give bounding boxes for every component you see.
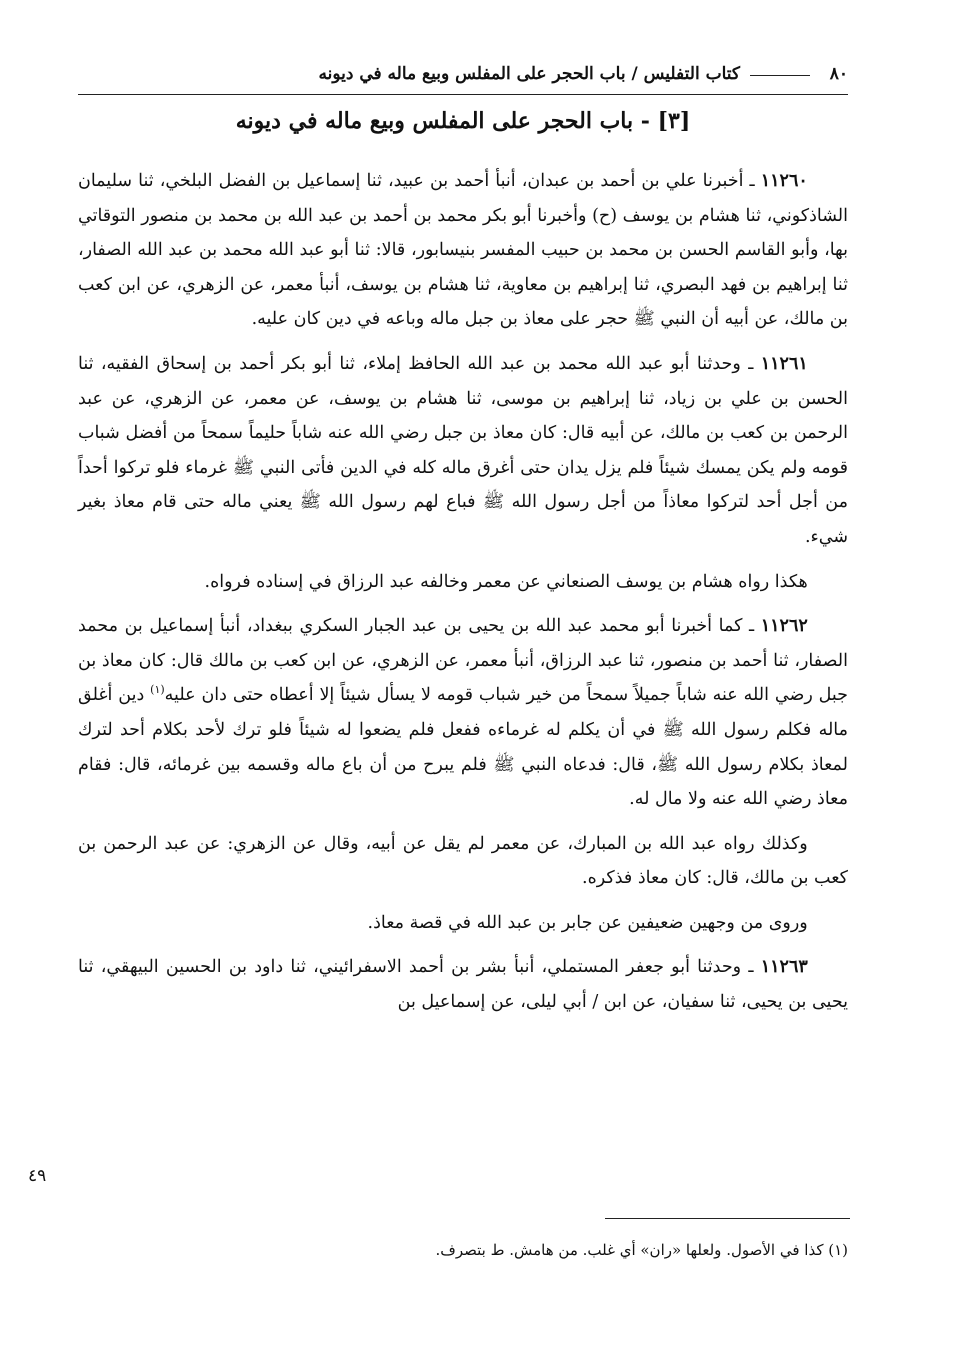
hadith-number: ١١٢٦٠ <box>760 171 808 191</box>
footnote-divider <box>605 1218 850 1219</box>
page-number: ٨٠ <box>829 64 848 84</box>
paragraph-text: ـ وحدثنا أبو عبد الله محمد بن عبد الله الحافظ إملاء، ثنا أبو بكر أحمد بن إسحاق الفقيه، ثنا الحسن بن علي بن زياد، ثنا إبراهيم بن موسى، ثنا هشام بن يوسف، عن معمر، عن الزهري، عن عبد الرحمن بن كعب بن مالك، عن أبيه قال: كان معاذ بن جبل رضي الله عنه شاباً حليماً سمحاً من أفضل شباب قومه ولم يكن يمسك شيئاً فلم يزل يدان حتى أغرق ماله كله في الدين فأتى النبي ﷺ غرماء فلو تركوا أحداً من أجل أحد لتركوا معاذاً من أجل رسول الله ﷺ فباع لهم رسول الله ﷺ يعني ماله حتى قام معاذ بغير شيء. <box>78 353 848 547</box>
margin-page-reference: ٤٩ <box>28 1166 47 1186</box>
paragraph-text: ـ وحدثنا أبو جعفر المستملي، أنبأ بشر بن أحمد الاسفرائيني، ثنا داود بن الحسين البيهقي، ثنا يحيى بن يحيى، ثنا سفيان، عن ابن / أبي ليلى، عن إسماعيل بن <box>78 957 848 1013</box>
running-title: كتاب التفليس / باب الحجر على المفلس وبيع ماله في ديونه <box>318 64 740 84</box>
paragraph-text: هكذا رواه هشام بن يوسف الصنعاني عن معمر وخالفه عبد الرزاق في إسناده فرواه. <box>204 571 808 592</box>
body-text <box>78 164 848 1030</box>
paragraph-text: وروى من وجهين ضعيفين عن جابر بن عبد الله في قصة معاذ. <box>367 912 808 933</box>
running-header <box>78 58 848 95</box>
paragraph-text: وكذلك رواه عبد الله بن المبارك، عن معمر لم يقل عن أبيه، وقال عن الزهري: عن عبد الرحمن بن كعب بن مالك، قال: كان معاذ فذكره. <box>78 833 848 889</box>
paragraph-11263 <box>78 950 848 1019</box>
footnote-marker[interactable]: (١) <box>150 683 165 697</box>
hadith-number: ١١٢٦١ <box>760 353 808 374</box>
hadith-number: ١١٢٦٣ <box>760 957 808 978</box>
chapter-title: [٣] - باب الحجر على المفلس وبيع ماله في ديونه <box>235 108 691 134</box>
hadith-number: ١١٢٦٢ <box>760 616 808 637</box>
paragraph-11261 <box>78 347 848 555</box>
paragraph-commentary <box>78 827 848 896</box>
paragraph-11262 <box>78 609 848 817</box>
paragraph-commentary <box>78 906 848 941</box>
paragraph-11260 <box>78 164 848 337</box>
paragraph-text-continued: دين أغلق ماله فكلم رسول الله ﷺ في أن يكلم له غرماءه ففعل فلم يضعوا له شيئاً فلو ترك لأحد بكلام أحد لترك لمعاذ بكلام رسول الله ﷺ، قال: فدعاه النبي ﷺ فلم يبرح من أن باع ماله وقسمه بين غرمائه، قال: فقام معاذ رضي الله عنه ولا مال له. <box>78 685 848 810</box>
paragraph-text: ـ كما أخبرنا أبو محمد عبد الله بن يحيى بن عبد الجبار السكري ببغداد، أنبأ إسماعيل بن محمد الصفار، ثنا أحمد بن منصور، ثنا عبد الرزاق، أنبأ معمر، عن الزهري، عن ابن كعب بن مالك قال: كان معاذ بن جبل رضي الله عنه شاباً جميلاً سمحاً من خير شباب قومه لا يسأل شيئاً إلا أعطاه حتى دان عليه <box>78 616 849 706</box>
footnote: (١) كذا في الأصول. ولعلها «ران» أي غلب. من هامش. ط بتصرف. <box>435 1241 848 1259</box>
paragraph-commentary <box>78 565 848 600</box>
header-dash <box>750 75 810 76</box>
paragraph-text: ـ أخبرنا علي بن أحمد بن عبدان، أنبأ أحمد بن عبيد، ثنا إسماعيل بن الفضل البلخي، ثنا سليمان الشاذكوني، ثنا هشام بن يوسف (ح) وأخبرنا أبو بكر محمد بن أحمد بن عبد الله بن محمد بن منصور التوقاتي بها، وأبو القاسم الحسن بن محمد بن حبيب المفسر بنيسابور، قالا: ثنا أبو عبد الله محمد بن عبد الله الصفار، ثنا إبراهيم بن فهد البصري، ثنا إبراهيم بن معاوية، ثنا هشام بن يوسف، أنبأ معمر، عن الزهري، عن ابن كعب بن مالك، عن أبيه أن النبي ﷺ حجر على معاذ بن جبل ماله وباعه في دين كان عليه. <box>78 171 848 330</box>
